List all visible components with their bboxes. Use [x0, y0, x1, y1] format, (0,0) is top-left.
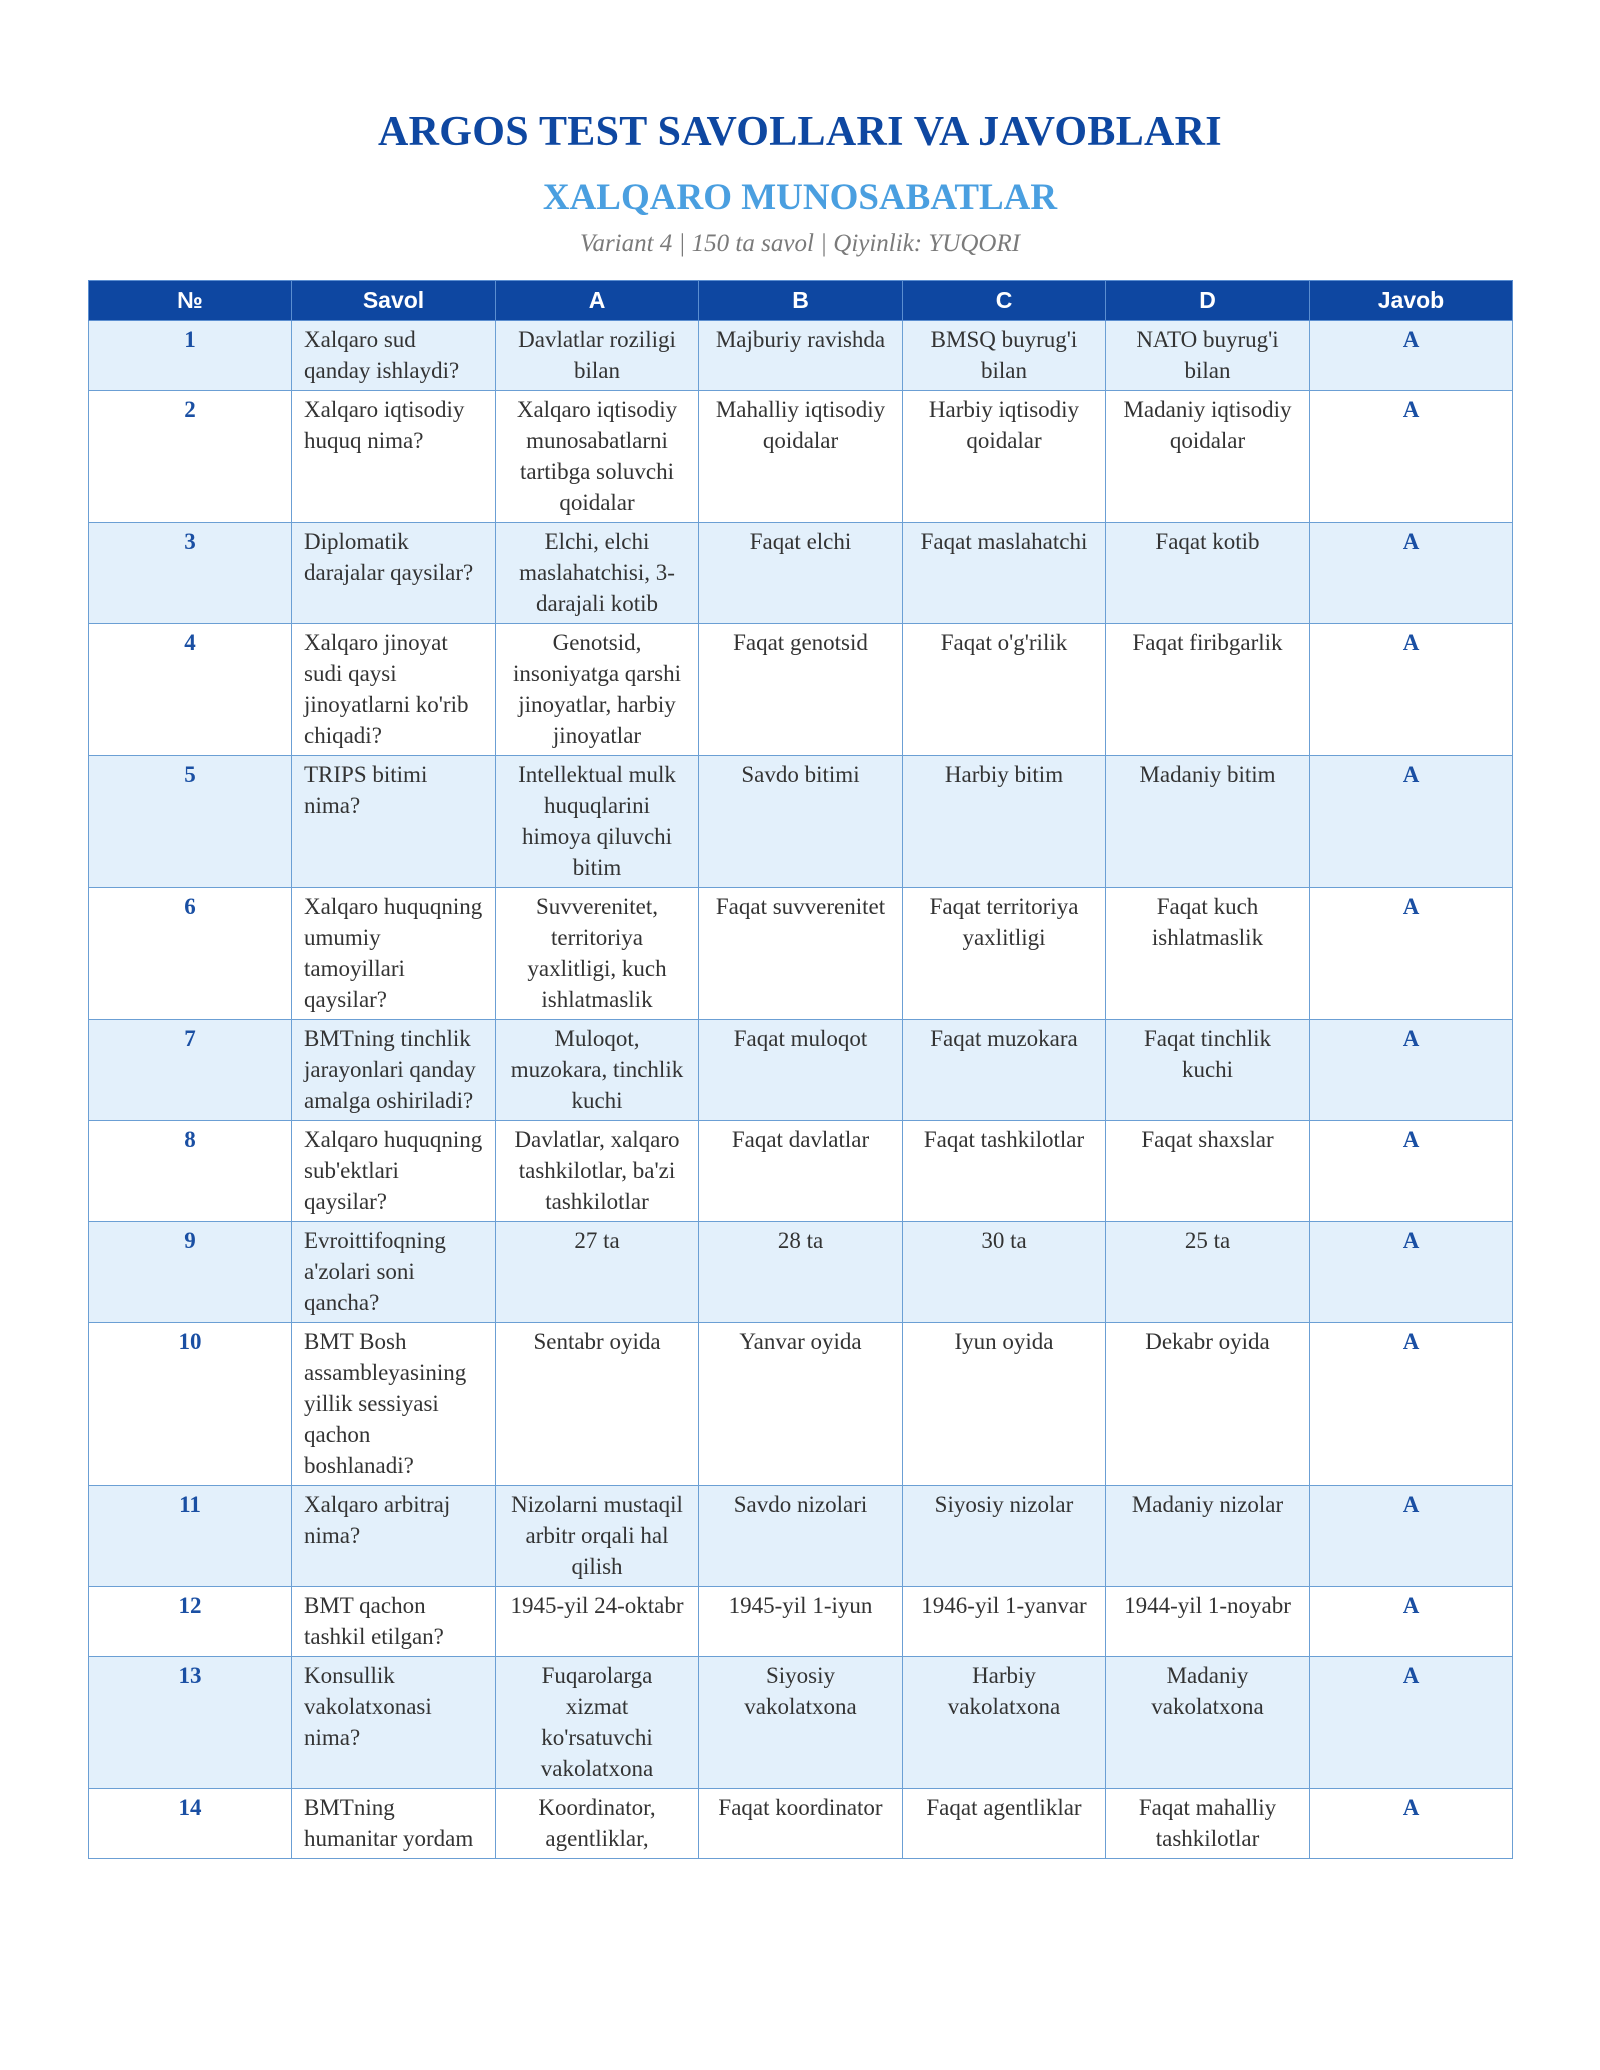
answer-cell: A: [1310, 1323, 1513, 1486]
table-row: [89, 1222, 1513, 1323]
question-cell: Xalqaro sud qanday ishlaydi?: [292, 321, 496, 391]
option-a-cell: Elchi, elchi maslahatchisi, 3-darajali kotib: [496, 523, 699, 624]
option-a-cell: Muloqot, muzokara, tinchlik kuchi: [496, 1020, 699, 1121]
option-d-cell: Madaniy iqtisodiy qoidalar: [1106, 391, 1310, 523]
option-b-cell: Savdo nizolari: [699, 1486, 903, 1587]
option-a-cell: Xalqaro iqtisodiy munosabatlarni tartibga soluvchi qoidalar: [496, 391, 699, 523]
option-c-cell: Harbiy vakolatxona: [903, 1657, 1106, 1789]
option-b-cell: 28 ta: [699, 1222, 903, 1323]
option-b-cell: Faqat koordinator: [699, 1789, 903, 1859]
document-title: ARGOS TEST SAVOLLARI VA JAVOBLARI: [378, 109, 1222, 155]
answer-cell: A: [1310, 624, 1513, 756]
option-d-cell: Madaniy nizolar: [1106, 1486, 1310, 1587]
option-d-cell: 1944-yil 1-noyabr: [1106, 1587, 1310, 1657]
row-number: 7: [89, 1020, 292, 1121]
table-row: [89, 523, 1513, 624]
option-a-cell: 1945-yil 24-oktabr: [496, 1587, 699, 1657]
answer-cell: A: [1310, 1789, 1513, 1859]
question-cell: Xalqaro huquqning sub'ektlari qaysilar?: [292, 1121, 496, 1222]
option-a-cell: Fuqarolarga xizmat ko'rsatuvchi vakolatxona: [496, 1657, 699, 1789]
option-c-cell: Faqat muzokara: [903, 1020, 1106, 1121]
option-b-cell: Faqat muloqot: [699, 1020, 903, 1121]
option-a-cell: Genotsid, insoniyatga qarshi jinoyatlar, harbiy jinoyatlar: [496, 624, 699, 756]
row-number: 2: [89, 391, 292, 523]
table-row: [89, 624, 1513, 756]
answer-cell: A: [1310, 1222, 1513, 1323]
option-b-cell: Yanvar oyida: [699, 1323, 903, 1486]
question-cell: BMTning humanitar yordam: [292, 1789, 496, 1859]
table-row: [89, 756, 1513, 888]
answer-cell: A: [1310, 1587, 1513, 1657]
option-d-cell: Faqat kuch ishlatmaslik: [1106, 888, 1310, 1020]
table-row: [89, 1486, 1513, 1587]
question-cell: Xalqaro iqtisodiy huquq nima?: [292, 391, 496, 523]
column-header-answer: Javob: [1310, 281, 1513, 321]
column-header-option-d: D: [1106, 281, 1310, 321]
option-a-cell: 27 ta: [496, 1222, 699, 1323]
option-d-cell: Dekabr oyida: [1106, 1323, 1310, 1486]
answer-cell: A: [1310, 888, 1513, 1020]
option-d-cell: Madaniy vakolatxona: [1106, 1657, 1310, 1789]
option-d-cell: Faqat shaxslar: [1106, 1121, 1310, 1222]
table-row: [89, 321, 1513, 391]
table-row: [89, 1789, 1513, 1859]
option-c-cell: Faqat o'g'rilik: [903, 624, 1106, 756]
option-b-cell: Majburiy ravishda: [699, 321, 903, 391]
option-c-cell: Harbiy iqtisodiy qoidalar: [903, 391, 1106, 523]
column-header-question: Savol: [292, 281, 496, 321]
row-number: 3: [89, 523, 292, 624]
option-a-cell: Davlatlar, xalqaro tashkilotlar, ba'zi tashkilotlar: [496, 1121, 699, 1222]
option-b-cell: 1945-yil 1-iyun: [699, 1587, 903, 1657]
answer-cell: A: [1310, 1121, 1513, 1222]
option-c-cell: Harbiy bitim: [903, 756, 1106, 888]
option-d-cell: 25 ta: [1106, 1222, 1310, 1323]
option-c-cell: Siyosiy nizolar: [903, 1486, 1106, 1587]
answer-cell: A: [1310, 756, 1513, 888]
question-cell: Xalqaro arbitraj nima?: [292, 1486, 496, 1587]
row-number: 11: [89, 1486, 292, 1587]
option-b-cell: Siyosiy vakolatxona: [699, 1657, 903, 1789]
option-a-cell: Intellektual mulk huquqlarini himoya qiluvchi bitim: [496, 756, 699, 888]
option-c-cell: Faqat territoriya yaxlitligi: [903, 888, 1106, 1020]
document-subtitle: XALQARO MUNOSABATLAR: [542, 177, 1058, 218]
question-cell: Xalqaro huquqning umumiy tamoyillari qaysilar?: [292, 888, 496, 1020]
column-header-option-c: C: [903, 281, 1106, 321]
answer-cell: A: [1310, 523, 1513, 624]
option-c-cell: BMSQ buyrug'i bilan: [903, 321, 1106, 391]
option-a-cell: Sentabr oyida: [496, 1323, 699, 1486]
row-number: 1: [89, 321, 292, 391]
option-d-cell: Faqat tinchlik kuchi: [1106, 1020, 1310, 1121]
option-c-cell: Iyun oyida: [903, 1323, 1106, 1486]
table-row: [89, 1121, 1513, 1222]
row-number: 4: [89, 624, 292, 756]
table-row: [89, 1020, 1513, 1121]
table-row: [89, 1657, 1513, 1789]
table-header-row: [89, 281, 1513, 321]
row-number: 14: [89, 1789, 292, 1859]
option-a-cell: Koordinator, agentliklar,: [496, 1789, 699, 1859]
row-number: 13: [89, 1657, 292, 1789]
option-d-cell: Faqat kotib: [1106, 523, 1310, 624]
option-b-cell: Faqat davlatlar: [699, 1121, 903, 1222]
option-d-cell: Faqat mahalliy tashkilotlar: [1106, 1789, 1310, 1859]
option-c-cell: 1946-yil 1-yanvar: [903, 1587, 1106, 1657]
option-b-cell: Faqat suvverenitet: [699, 888, 903, 1020]
question-cell: BMT qachon tashkil etilgan?: [292, 1587, 496, 1657]
table-row: [89, 1587, 1513, 1657]
column-header-option-b: B: [699, 281, 903, 321]
option-a-cell: Davlatlar roziligi bilan: [496, 321, 699, 391]
document-meta: Variant 4 | 150 ta savol | Qiyinlik: YUQORI: [579, 230, 1021, 257]
option-d-cell: NATO buyrug'i bilan: [1106, 321, 1310, 391]
column-header-option-a: A: [496, 281, 699, 321]
answer-cell: A: [1310, 1486, 1513, 1587]
table-body: [89, 321, 1513, 1859]
option-a-cell: Suvverenitet, territoriya yaxlitligi, kuch ishlatmaslik: [496, 888, 699, 1020]
option-c-cell: Faqat agentliklar: [903, 1789, 1106, 1859]
question-cell: TRIPS bitimi nima?: [292, 756, 496, 888]
question-cell: Evroittifoqning a'zolari soni qancha?: [292, 1222, 496, 1323]
option-b-cell: Faqat elchi: [699, 523, 903, 624]
option-c-cell: 30 ta: [903, 1222, 1106, 1323]
questions-table: [88, 280, 1513, 1859]
answer-cell: A: [1310, 391, 1513, 523]
answer-cell: A: [1310, 321, 1513, 391]
option-b-cell: Faqat genotsid: [699, 624, 903, 756]
table-row: [89, 1323, 1513, 1486]
table-row: [89, 888, 1513, 1020]
option-c-cell: Faqat tashkilotlar: [903, 1121, 1106, 1222]
option-c-cell: Faqat maslahatchi: [903, 523, 1106, 624]
row-number: 12: [89, 1587, 292, 1657]
row-number: 5: [89, 756, 292, 888]
answer-cell: A: [1310, 1657, 1513, 1789]
row-number: 10: [89, 1323, 292, 1486]
question-cell: Diplomatik darajalar qaysilar?: [292, 523, 496, 624]
question-cell: BMT Bosh assambleyasining yillik sessiyasi qachon boshlanadi?: [292, 1323, 496, 1486]
row-number: 6: [89, 888, 292, 1020]
option-a-cell: Nizolarni mustaqil arbitr orqali hal qilish: [496, 1486, 699, 1587]
row-number: 9: [89, 1222, 292, 1323]
question-cell: BMTning tinchlik jarayonlari qanday amalga oshiriladi?: [292, 1020, 496, 1121]
column-header-number: №: [89, 281, 292, 321]
row-number: 8: [89, 1121, 292, 1222]
option-d-cell: Madaniy bitim: [1106, 756, 1310, 888]
option-b-cell: Savdo bitimi: [699, 756, 903, 888]
table-row: [89, 391, 1513, 523]
question-cell: Konsullik vakolatxonasi nima?: [292, 1657, 496, 1789]
option-b-cell: Mahalliy iqtisodiy qoidalar: [699, 391, 903, 523]
question-cell: Xalqaro jinoyat sudi qaysi jinoyatlarni ko'rib chiqadi?: [292, 624, 496, 756]
answer-cell: A: [1310, 1020, 1513, 1121]
option-d-cell: Faqat firibgarlik: [1106, 624, 1310, 756]
